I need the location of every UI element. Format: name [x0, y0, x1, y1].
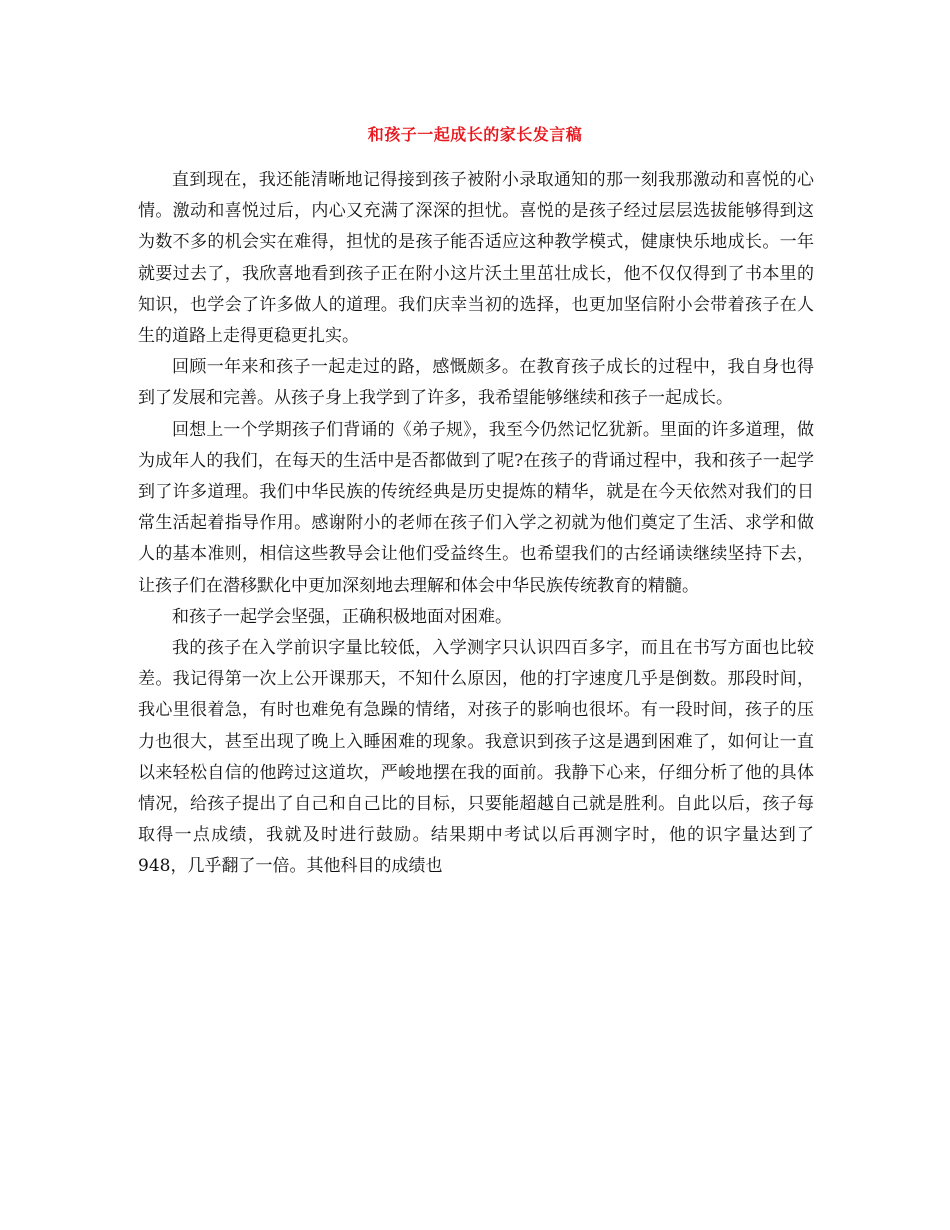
- document-body: [138, 165, 814, 883]
- paragraph-2: 回顾一年来和孩子一起走过的路，感慨颇多。在教育孩子成长的过程中，我自身也得到了发展和完善。从孩子身上我学到了许多，我希望能够继续和孩子一起成长。: [138, 357, 814, 409]
- paragraph-5: 我的孩子在入学前识字量比较低，入学测字只认识四百多字，而且在书写方面也比较差。我记得第一次上公开课那天，不知什么原因，他的打字速度几乎是倒数。那段时间，我心里很着急，有时也难免有急躁的情绪，对孩子的影响也很坏。有一段时间，孩子的压力也很大，甚至出现了晚上入睡困难的现象。我意识到孩子这是遇到困难了，如何让一直以来轻松自信的他跨过这道坎，严峻地摆在我的面前。我静下心来，仔细分析了他的具体情况，给孩子提出了自己和自己比的目标，只要能超越自己就是胜利。自此以后，孩子每取得一点成绩，我就及时进行鼓励。结果期中考试以后再测字时，他的识字量达到了 948，几乎翻了一倍。其他科目的成绩也: [138, 638, 814, 877]
- document-title: 和孩子一起成长的家长发言稿: [367, 125, 583, 144]
- paragraph-4: 和孩子一起学会坚强，正确积极地面对困难。: [172, 606, 512, 627]
- paragraph-1: 直到现在，我还能清晰地记得接到孩子被附小录取通知的那一刻我那激动和喜悦的心情。激动和喜悦过后，内心又充满了深深的担忧。喜悦的是孩子经过层层选拔能够得到这为数不多的机会实在难得，担忧的是孩子能否适应这种教学模式，健康快乐地成长。一年就要过去了，我欣喜地看到孩子正在附小这片沃土里茁壮成长，他不仅仅得到了书本里的知识，也学会了许多做人的道理。我们庆幸当初的选择，也更加坚信附小会带着孩子在人生的道路上走得更稳更扎实。: [138, 170, 814, 347]
- paragraph-3: 回想上一个学期孩子们背诵的《弟子规》，我至今仍然记忆犹新。里面的许多道理，做为成年人的我们，在每天的生活中是否都做到了呢?在孩子的背诵过程中，我和孩子一起学到了许多道理。我们中华民族的传统经典是历史提炼的精华，就是在今天依然对我们的日常生活起着指导作用。感谢附小的老师在孩子们入学之初就为他们奠定了生活、求学和做人的基本准则，相信这些教导会让他们受益终生。也希望我们的古经诵读继续坚持下去，让孩子们在潜移默化中更加深刻地去理解和体会中华民族传统教育的精髓。: [138, 419, 814, 596]
